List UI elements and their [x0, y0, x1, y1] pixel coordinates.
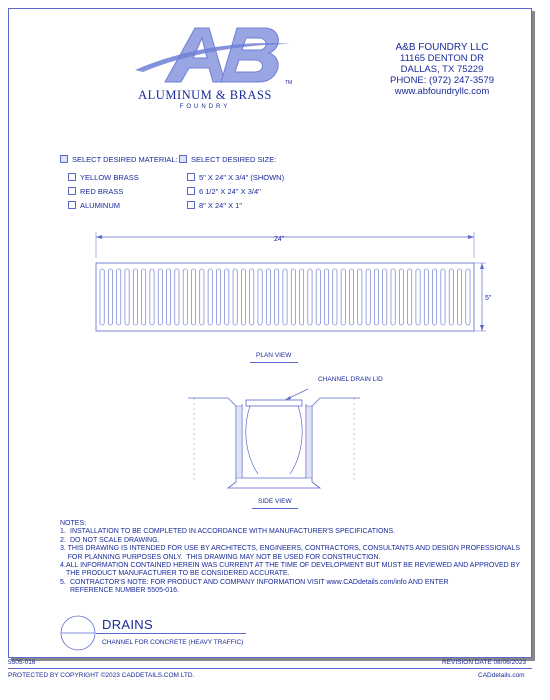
grate-slot: [466, 269, 470, 325]
grate-slot: [117, 269, 121, 325]
grate-slot: [358, 269, 362, 325]
material-option-aluminum[interactable]: [68, 201, 120, 210]
note-text: ALL INFORMATION CONTAINED HEREIN WAS CURRENT AT THE TIME OF DEVELOPMENT BUT MUST BE REVIEWED AND APPROVED BY THE PRODUCT MANUFACTURER TO BE CONSIDERED ACCURATE.: [65, 562, 520, 578]
size-option-5in[interactable]: [187, 173, 284, 182]
channel-wall-right: [306, 406, 312, 478]
grate-slot: [349, 269, 353, 325]
title-circle-icon: [58, 614, 98, 652]
checkbox-icon[interactable]: [187, 201, 195, 209]
dimension-arrow: [480, 263, 484, 269]
grate-slot: [341, 269, 345, 325]
grate-slot: [133, 269, 137, 325]
reference-number: 5505-016: [8, 659, 36, 666]
material-option-yellow-brass[interactable]: [68, 173, 139, 182]
grate-slot: [266, 269, 270, 325]
size-option-label: 6 1/2" X 24" X 3/4": [199, 187, 261, 196]
footer-divider: [8, 668, 532, 669]
drawing-title: DRAINS: [102, 617, 153, 632]
grate-slot: [324, 269, 328, 325]
width-dimension-label: 24": [274, 236, 285, 243]
company-phone: PHONE: (972) 247-3579: [389, 75, 495, 86]
grate-slot: [275, 269, 279, 325]
grate-slot: [142, 269, 146, 325]
company-address-line2: DALLAS, TX 75229: [400, 64, 484, 75]
grate-slot: [424, 269, 428, 325]
grate-slot: [291, 269, 295, 325]
grate-slot: [441, 269, 445, 325]
channel-outer-right: [312, 398, 320, 482]
grate-slot: [383, 269, 387, 325]
size-option-6-5in[interactable]: [187, 187, 261, 196]
grate-slot: [183, 269, 187, 325]
note-number: 2.: [60, 536, 66, 544]
grate-slot: [167, 269, 171, 325]
note-item: [60, 579, 520, 596]
grate-slot: [108, 269, 112, 325]
grate-slot: [125, 269, 129, 325]
note-text: INSTALLATION TO BE COMPLETED IN ACCORDANCE WITH MANUFACTURER'S SPECIFICATIONS.: [70, 528, 396, 536]
notes-section: [60, 520, 520, 596]
checkbox-icon[interactable]: [68, 173, 76, 181]
grate-slot: [408, 269, 412, 325]
notes-header: NOTES:: [60, 520, 87, 527]
callout-arrow: [285, 396, 291, 400]
revision-date: REVISION DATE 08/06/2023: [442, 659, 527, 666]
material-header-label: SELECT DESIRED MATERIAL:: [72, 155, 178, 164]
grate-slot: [416, 269, 420, 325]
note-item: [60, 562, 520, 579]
grate-slot: [366, 269, 370, 325]
grate-slot: [208, 269, 212, 325]
note-item: [60, 537, 520, 545]
note-text: DO NOT SCALE DRAWING.: [70, 536, 160, 544]
checkbox-icon[interactable]: [187, 173, 195, 181]
material-header-box: [60, 155, 68, 163]
logo-letter-b: [221, 28, 278, 82]
grate-slot: [241, 269, 245, 325]
checkbox-icon[interactable]: [187, 187, 195, 195]
material-header: [60, 155, 178, 164]
channel-curve-right: [290, 406, 302, 474]
material-option-label: RED BRASS: [80, 187, 124, 196]
grate-slot: [233, 269, 237, 325]
grate-slot: [150, 269, 154, 325]
grate-slot: [300, 269, 304, 325]
title-divider: [96, 633, 246, 634]
grate-slot: [283, 269, 287, 325]
side-view-underline: [252, 508, 298, 509]
grate-slot: [308, 269, 312, 325]
grate-slot: [158, 269, 162, 325]
grate-slot: [391, 269, 395, 325]
size-option-8in[interactable]: [187, 201, 242, 210]
drain-lid: [246, 400, 302, 406]
company-info: [362, 42, 522, 97]
grate-slot: [191, 269, 195, 325]
caddetails-link[interactable]: CADdetails.com: [478, 672, 525, 679]
channel-curve-left: [246, 406, 258, 474]
note-item: [60, 545, 520, 562]
grate-slot: [374, 269, 378, 325]
side-view-drawing: [180, 370, 420, 495]
company-address-line1: 11165 DENTON DR: [400, 53, 484, 64]
company-website[interactable]: www.abfoundryllc.com: [394, 86, 490, 97]
side-view-label: SIDE VIEW: [258, 498, 292, 505]
note-number: 1.: [60, 528, 66, 536]
plan-view-underline: [250, 362, 298, 363]
channel-outer-left: [228, 398, 236, 482]
note-number: 5.: [60, 578, 66, 586]
dimension-arrow: [480, 325, 484, 331]
channel-base: [228, 482, 320, 488]
copyright-notice: PROTECTED BY COPYRIGHT ©2023 CADDETAILS.COM LTD.: [8, 672, 195, 679]
size-option-label: 5" X 24" X 3/4" (SHOWN): [199, 173, 285, 182]
checkbox-icon[interactable]: [68, 187, 76, 195]
size-header-box: [179, 155, 187, 163]
note-number: 4.: [60, 562, 66, 570]
grate-slot: [433, 269, 437, 325]
size-header: [179, 155, 276, 164]
grate-slot: [250, 269, 254, 325]
note-item: [60, 528, 520, 536]
channel-drain-lid-callout: CHANNEL DRAIN LID: [318, 376, 383, 383]
grate-slot: [333, 269, 337, 325]
checkbox-icon[interactable]: [68, 201, 76, 209]
size-option-label: 8" X 24" X 1": [199, 201, 243, 210]
company-name: A&B FOUNDRY LLC: [395, 42, 489, 53]
grate-slot: [225, 269, 229, 325]
logo-trademark: TM: [285, 80, 293, 86]
channel-wall-left: [236, 406, 242, 478]
drawing-subtitle: CHANNEL FOR CONCRETE (HEAVY TRAFFIC): [102, 639, 244, 646]
logo-brand-sub: FOUNDRY: [179, 104, 231, 110]
plan-view-label: PLAN VIEW: [256, 352, 292, 359]
height-dimension-label: 5": [485, 295, 492, 302]
note-number: 3.: [60, 545, 66, 553]
ab-logo: [125, 20, 295, 90]
size-header-label: SELECT DESIRED SIZE:: [191, 155, 277, 164]
channel-inner-wall: [242, 404, 306, 478]
note-text: CONTRACTOR'S NOTE: FOR PRODUCT AND COMPANY INFORMATION VISIT www.CADdetails.com/info AND ENTER REFERENCE NUMBER 5505-016.: [70, 578, 449, 595]
grate-slot: [200, 269, 204, 325]
grate-slot: [457, 269, 461, 325]
grate-slot: [258, 269, 262, 325]
dimension-arrow: [96, 235, 102, 239]
material-option-red-brass[interactable]: [68, 187, 123, 196]
grate-slot: [216, 269, 220, 325]
logo-brand-name: ALUMINUM & BRASS: [138, 88, 272, 102]
logo-text: [130, 88, 280, 110]
material-option-label: ALUMINUM: [80, 201, 121, 210]
grate-slot: [316, 269, 320, 325]
plan-view-drawing: [90, 228, 490, 348]
dimension-arrow: [468, 235, 474, 239]
material-option-label: YELLOW BRASS: [80, 173, 139, 182]
grate-slot: [175, 269, 179, 325]
note-text: THIS DRAWING IS INTENDED FOR USE BY ARCHITECTS, ENGINEERS, CONTRACTORS, CONSULTANTS AND DESIGN PROFESSIONALS FOR PLANNING PURPOSES ONLY. THIS DRAWING MAY NOT BE USED FOR CONSTRUCTION.: [67, 545, 520, 561]
grate-slot: [100, 269, 104, 325]
grate-slot: [449, 269, 453, 325]
grate-slot: [399, 269, 403, 325]
